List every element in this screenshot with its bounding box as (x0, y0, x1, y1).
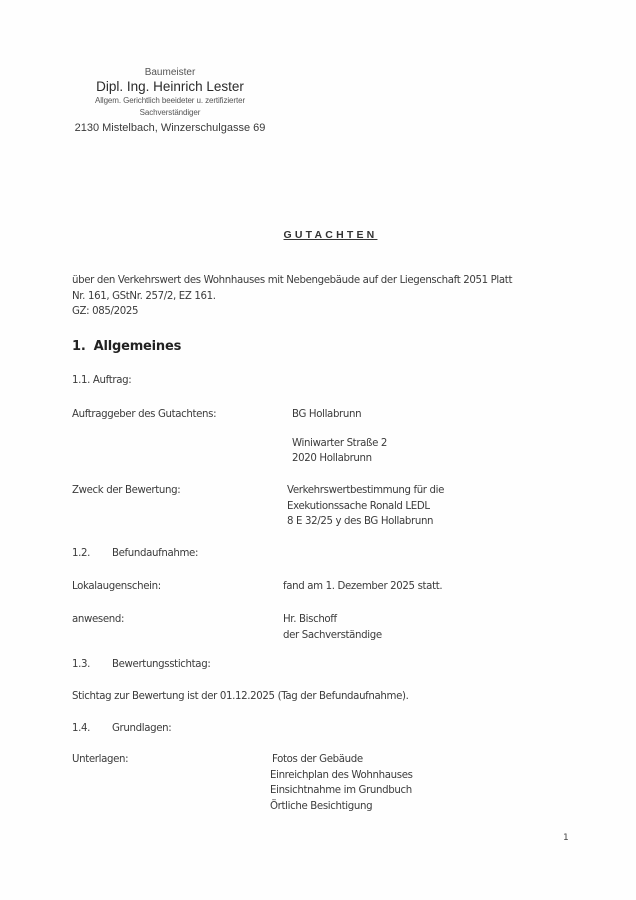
document-title: GUTACHTEN (283, 229, 378, 241)
subsection-heading-stichtag (72, 657, 210, 673)
documents-label: Unterlagen: (72, 754, 129, 765)
section-heading (72, 339, 181, 354)
section-title: Allgemeines (93, 339, 182, 354)
subsection-heading-befundaufnahme (72, 546, 198, 562)
page-number: 1 (563, 833, 569, 843)
letterhead-title: Baumeister (144, 67, 196, 78)
document-item: Örtliche Besichtigung (270, 800, 373, 812)
client-label: Auftraggeber des Gutachtens: (72, 409, 217, 420)
letterhead-name: Dipl. Ing. Heinrich Lester (96, 79, 244, 94)
letterhead-subtitle-2: Sachverständiger (139, 108, 201, 117)
present-line: Hr. Bischoff (283, 614, 337, 625)
document-intro (72, 273, 512, 320)
document-item: Einreichplan des Wohnhauses (270, 769, 413, 781)
subsection-title: Befundaufnahme: (112, 548, 199, 559)
purpose-line: 8 E 32/25 y des BG Hollabrunn (287, 516, 434, 527)
subsection-heading-grundlagen (72, 721, 171, 737)
subsection-heading-auftrag: 1.1. Auftrag: (72, 375, 132, 386)
purpose-line: Verkehrswertbestimmung für die (287, 485, 445, 496)
subsection-number: 1.3. (72, 659, 91, 670)
client-city: 2020 Hollabrunn (292, 453, 372, 464)
purpose-line: Exekutionssache Ronald LEDL (287, 500, 430, 512)
subsection-number: 1.4. (72, 723, 91, 734)
client-name: BG Hollabrunn (292, 409, 362, 420)
inspection-label: Lokalaugenschein: (72, 581, 161, 592)
subsection-title: Bewertungsstichtag: (112, 659, 211, 670)
present-label: anwesend: (72, 614, 125, 625)
valuation-date-text: Stichtag zur Bewertung ist der 01.12.2025 (Tag der Befundaufnahme). (72, 691, 409, 702)
letterhead (70, 66, 270, 136)
document-item: Einsichtnahme im Grundbuch (270, 785, 412, 796)
purpose-value (287, 483, 444, 530)
subsection-number: 1.2. (72, 548, 91, 559)
letterhead-address: 2130 Mistelbach, Winzerschulgasse 69 (74, 122, 266, 134)
documents-list (270, 752, 413, 814)
intro-line: Nr. 161, GStNr. 257/2, EZ 161. (72, 290, 216, 302)
intro-line: über den Verkehrswert des Wohnhauses mit Nebengebäude auf der Liegenschaft 2051 Platt (72, 275, 513, 286)
client-street: Winiwarter Straße 2 (292, 438, 388, 449)
reference-number: GZ: 085/2025 (72, 306, 139, 317)
subsection-title: Grundlagen: (112, 723, 172, 734)
purpose-label: Zweck der Bewertung: (72, 485, 181, 496)
present-line: der Sachverständige (283, 629, 382, 641)
section-number: 1. (72, 339, 86, 354)
inspection-value: fand am 1. Dezember 2025 statt. (283, 581, 443, 592)
document-item: Fotos der Gebäude (272, 754, 363, 765)
letterhead-subtitle: Allgem. Gerichtlich beeideter u. zertifizierter (94, 96, 246, 105)
present-value (283, 612, 382, 643)
